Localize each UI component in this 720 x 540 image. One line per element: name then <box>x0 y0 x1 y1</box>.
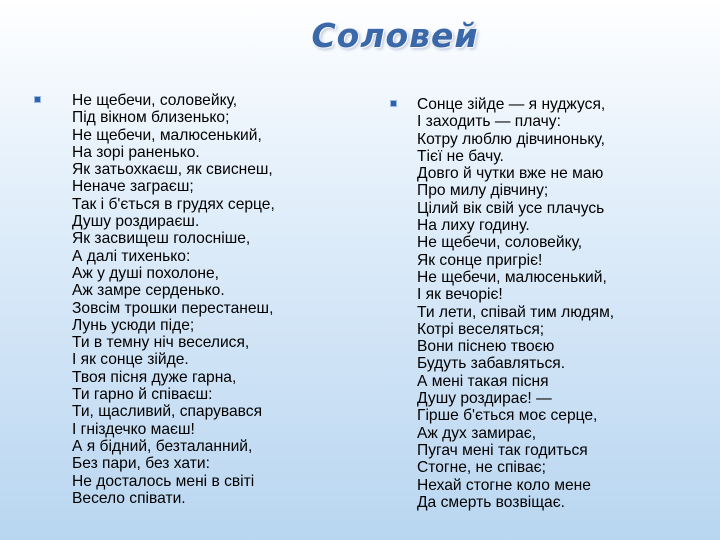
slide-title: Соловей <box>311 16 479 55</box>
poem-line: І заходить — плачу: <box>417 113 561 131</box>
poem-line: А мені такая пісня <box>417 372 549 390</box>
poem-line: Ти в темну ніч веселися, <box>72 334 250 352</box>
poem-line: Сонце зійде — я нуджуся, <box>417 96 606 113</box>
poem-line: Як засвищеш голосніше, <box>72 230 251 248</box>
poem-line: Стогне, не співає; <box>417 459 546 477</box>
bullet-icon <box>34 96 41 103</box>
poem-line: І як вечоріє! <box>417 286 503 304</box>
poem-line: Да смерть возвіщає. <box>417 493 565 511</box>
poem-line: Довго й чутки вже не маю <box>417 165 604 183</box>
poem-line: Вони піснею твоєю <box>417 338 555 356</box>
poem-line: Твоя пісня дуже гарна, <box>72 368 237 386</box>
poem-line: Ти, щасливий, спарувався <box>72 403 263 421</box>
poem-line: Не щебечи, соловейку, <box>72 92 238 109</box>
poem-line: Нехай стогне коло мене <box>417 476 591 494</box>
poem-line: Ти лети, співай тим людям, <box>417 303 615 321</box>
bullet-icon <box>390 100 397 107</box>
poem-line: Так і б'ється в грудях серце, <box>72 195 275 213</box>
poem-line: Тієї не бачу. <box>417 147 504 165</box>
poem-line: Лунь усюди піде; <box>72 316 195 334</box>
poem-line: Неначе заграєш; <box>72 178 194 196</box>
poem-line: І гніздечко маєш! <box>72 420 195 438</box>
poem-line: І як сонце зійде. <box>72 351 189 369</box>
poem-line: А я бідний, безталанний, <box>72 437 253 455</box>
poem-line: Як затьохкаєш, як свиснеш, <box>72 161 273 179</box>
poem-line: Без пари, без хати: <box>72 455 210 473</box>
poem-line: А далі тихенько: <box>72 247 191 265</box>
poem-line: Котру люблю дівчиноньку, <box>417 130 605 148</box>
poem-line: На зорі раненько. <box>72 143 200 161</box>
poem-line: Ти гарно й співаєш: <box>72 386 213 404</box>
poem-line: Не щебечи, соловейку, <box>417 234 583 252</box>
poem-line: Аж замре серденько. <box>72 282 225 300</box>
poem-line: Котрі веселяться; <box>417 320 545 338</box>
poem-line: Будуть забавляться. <box>417 355 566 373</box>
poem-line: Весело співати. <box>72 489 186 507</box>
poem-line: Не щебечи, малюсенький, <box>72 126 262 144</box>
poem-line: Гірше б'ється моє серце, <box>417 407 598 425</box>
poem-line: Під вікном близенько; <box>72 109 230 127</box>
poem-line: Зовсім трошки перестанеш, <box>72 299 274 317</box>
poem-stanza-right <box>417 96 614 511</box>
poem-line: Не досталось мені в світі <box>72 472 255 490</box>
poem-line: Душу роздираєш. <box>72 213 200 231</box>
poem-line: На лиху годину. <box>417 217 530 235</box>
poem-line: Аж у душі похолоне, <box>72 264 219 282</box>
poem-line: Цілий вік свій усе плачусь <box>417 199 605 217</box>
poem-stanza-left <box>72 92 275 507</box>
poem-line: Про милу дівчину; <box>417 182 549 200</box>
poem-line: Душу роздирає! — <box>417 390 552 408</box>
poem-line: Аж дух замирає, <box>417 424 537 442</box>
poem-line: Як сонце пригріє! <box>417 251 543 269</box>
poem-line: Не щебечи, малюсенький, <box>417 268 607 286</box>
poem-line: Пугач мені так годиться <box>417 441 588 459</box>
